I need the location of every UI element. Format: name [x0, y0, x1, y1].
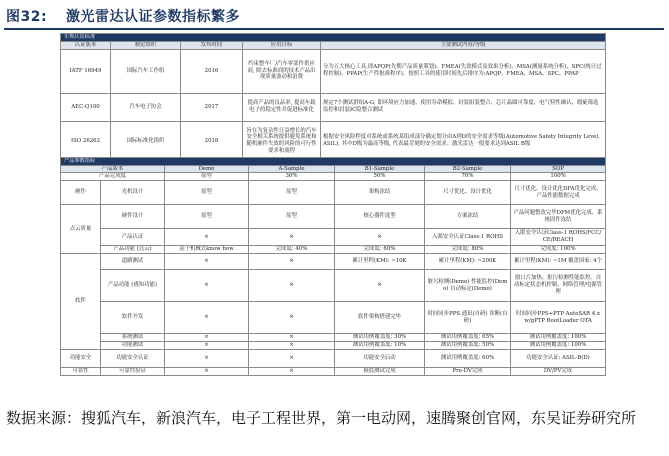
- table-row: [61, 93, 606, 121]
- header-cell: 认证版本: [61, 41, 111, 49]
- stage-header-row: [61, 165, 606, 173]
- cell: 尺寸优化、设计优化: [425, 181, 511, 205]
- cell: 测试用例覆盖度: 60%: [425, 350, 511, 368]
- table-row: [61, 342, 606, 350]
- figure-title: 激光雷达认证参数指标繁多: [66, 9, 240, 25]
- cell-content: 分为五大核心工具,即APQP(先期产品质量策划)、FMEA(失效模式及效果分析)、MSA(测量系统分析)、SPC(统计过程控制)、PPAP(生产件批准程序)。按照工具的使用时间先后排序为:APQP、FMEA、MSA、SPC、PPAP: [321, 49, 606, 93]
- cell: 测试用例覆盖度: 100%: [511, 334, 606, 342]
- cell: ×: [249, 254, 335, 270]
- row-label: 产品完成度: [61, 173, 165, 181]
- cell: 核心器件选型: [335, 205, 425, 229]
- figure-label: 图32:: [6, 9, 48, 25]
- cell-organization: 汽车电子协会: [111, 93, 181, 121]
- section-bar: [61, 34, 606, 42]
- cell: 时间同步PPS 通讯(自研) 诊断(自研): [425, 302, 511, 334]
- table-row: [61, 229, 606, 246]
- cell: ×: [335, 270, 425, 302]
- item-label: 功能安全认证: [101, 350, 165, 368]
- cell: 方案冻结: [425, 205, 511, 229]
- section-title: 产品参数指标: [61, 158, 606, 166]
- cell: 基于机械式know how: [165, 246, 249, 254]
- cell: ×: [249, 302, 335, 334]
- cell: 软件架构搭建完毕: [335, 302, 425, 334]
- certification-table: [60, 33, 606, 162]
- header-cell: B2-Sample: [425, 165, 511, 173]
- cell: ×: [249, 270, 335, 302]
- cell-standard: AEC-Q100: [61, 93, 111, 121]
- item-label: 光机设计: [101, 181, 165, 205]
- cell: 测试用例覆盖度: 100%: [511, 342, 606, 350]
- cell: 完成度: 80%: [425, 246, 511, 254]
- section-bar: [61, 158, 606, 166]
- cell-goal: 旨在为复杂性日益增长的汽车安全相关系统提供避免系统和随机硬件失效的风险的可行性要求和流程: [243, 121, 321, 161]
- title-divider: [4, 28, 664, 30]
- header-cell: 主要测试内容/等级: [321, 41, 606, 49]
- cell: 原型: [165, 173, 249, 181]
- cell: 累计里程(KM): ~10K: [335, 254, 425, 270]
- group-label: 软件: [61, 254, 101, 350]
- header-cell: A-Sample: [249, 165, 335, 173]
- cell-goal: 约束整车厂/汽车零部件供应商, 除去标准商的技术产品出现质量波动和浪费: [243, 49, 321, 93]
- cell: 原型: [249, 181, 335, 205]
- cell-organization: 国际标准化组织: [111, 121, 181, 161]
- cell: ×: [249, 229, 335, 246]
- cell: 完成度: 100%: [511, 246, 606, 254]
- table-row: [61, 254, 606, 270]
- cell: 累计里程(KM): ~1M 覆盖国家: 4个: [511, 254, 606, 270]
- item-label: 道路测试: [101, 254, 165, 270]
- table-header-row: [61, 41, 606, 49]
- cell: 时间同步PPS+PTP AutoSAR 4.x w/gPTP BootLoader OTA: [511, 302, 606, 334]
- group-label: 硬件: [61, 181, 101, 205]
- cell: 窗口片加热、脏污检测性能监控、自动标定状态机控制、网络管理/电源管理: [511, 270, 606, 302]
- cell: 100%: [511, 173, 606, 181]
- cell: 功能安全启动: [335, 350, 425, 368]
- cell: 完成度: 60%: [335, 246, 425, 254]
- cell: ×: [165, 368, 249, 376]
- header-cell: Demo: [165, 165, 249, 173]
- cell: 累计里程(KM): ~200K: [425, 254, 511, 270]
- header-cell: B1-Sample: [335, 165, 425, 173]
- group-label: 可靠性: [61, 368, 101, 376]
- cell: ×: [249, 350, 335, 368]
- item-label: 硬件设计: [101, 205, 165, 229]
- cell: 测试用例覆盖度: 65%: [425, 334, 511, 342]
- table-row: [61, 270, 606, 302]
- cell: ×: [165, 350, 249, 368]
- cell: 完成度: 40%: [249, 246, 335, 254]
- group-label: 功能安全: [61, 350, 101, 368]
- cell: 尺寸优化、设计优化DFA优化完成、产品性能数据完成: [511, 181, 606, 205]
- table-row: [61, 246, 606, 254]
- table-row: [61, 350, 606, 368]
- cell: ×: [249, 334, 335, 342]
- cell: 摸底测试完成: [335, 368, 425, 376]
- header-cell: 产品版本: [61, 165, 165, 173]
- table-row: [61, 368, 606, 376]
- table-row: [61, 121, 606, 161]
- cell: 30%: [249, 173, 335, 181]
- cell: 功能安全认证: ASIL-B(D): [511, 350, 606, 368]
- cell: 测试用例覆盖度: 30%: [335, 334, 425, 342]
- cell: ×: [335, 229, 425, 246]
- figure-header: [0, 0, 669, 32]
- table-row: [61, 302, 606, 334]
- cell-standard: ISO 26262: [61, 121, 111, 161]
- cell-content: 规定7个测试群组A-G, 即环境应力加速、使用寿命模拟、封装组装整合、芯片晶圆可靠度、电气特性确认、瑕疵筛选监控和封装IC隐整合测试: [321, 93, 606, 121]
- cell: Pre-DV完成: [425, 368, 511, 376]
- cell: DV/PV完成: [511, 368, 606, 376]
- cell: ×: [249, 368, 335, 376]
- cell-year: 2016: [181, 49, 243, 93]
- data-source-note: 数据来源：搜狐汽车，新浪汽车，电子工程世界，第一电动网，速腾聚创官网，东吴证券研究所: [6, 409, 637, 427]
- cell: ×: [165, 334, 249, 342]
- header-cell: 发布时间: [181, 41, 243, 49]
- table-row: [61, 49, 606, 93]
- group-label: 点云质量: [61, 205, 101, 254]
- cell: ×: [249, 342, 335, 350]
- cell: 测试用例覆盖度: 10%: [335, 342, 425, 350]
- header-cell: 应用目标: [243, 41, 321, 49]
- cell: 脏污检测(Demo) 性能监控(Demo) 自动标定(Demo): [425, 270, 511, 302]
- item-label: 产品认证: [101, 229, 165, 246]
- cell-content: 根据安全风险程度对系统或系统某组成部分确定划分由A到D的安全需求等级(Automotive Safety Integrity Level, ASIL), 其中D级为最高等级, 代表最苛刻的安全需求。激光雷达一般要求达到ASIL B级: [321, 121, 606, 161]
- table-row: [61, 334, 606, 342]
- cell: ×: [165, 229, 249, 246]
- cell: 50%: [335, 173, 425, 181]
- cell: ×: [165, 342, 249, 350]
- cell: 入眼安全认证Class-1 ROHS: [425, 229, 511, 246]
- cell-standard: IATF 16949: [61, 49, 111, 93]
- section-title: 车规认证标准: [61, 34, 606, 42]
- header-cell: 制定组织: [111, 41, 181, 49]
- item-label: 功能测试: [101, 342, 165, 350]
- completion-row: [61, 173, 606, 181]
- cell: ×: [165, 270, 249, 302]
- item-label: 可靠性验证: [101, 368, 165, 376]
- item-label: 产品功能 (感知功能): [101, 270, 165, 302]
- parameter-table: [60, 157, 606, 376]
- cell: 产品问题整改完毕DFM优化完成、系统固件冻结: [511, 205, 606, 229]
- cell-goal: 提高产品的良品率, 提高车载电子的稳定性并促进标准化: [243, 93, 321, 121]
- item-label: 产品功能 (点云): [101, 246, 165, 254]
- cell: ×: [165, 254, 249, 270]
- header-cell: SOP: [511, 165, 606, 173]
- cell-year: 2018: [181, 121, 243, 161]
- cell-year: 2017: [181, 93, 243, 121]
- cell: 原型: [165, 205, 249, 229]
- cell: ×: [165, 302, 249, 334]
- table-row: [61, 205, 606, 229]
- cell: 原型: [249, 205, 335, 229]
- cell: 70%: [425, 173, 511, 181]
- cell: 入眼安全认证Class-1 ROHS/FCC/CE/REACH: [511, 229, 606, 246]
- item-label: 软件开发: [101, 302, 165, 334]
- cell: 测试用例覆盖度: 50%: [425, 342, 511, 350]
- item-label: 系统测试: [101, 334, 165, 342]
- table-row: [61, 181, 606, 205]
- cell: 原型: [165, 181, 249, 205]
- cell: 架构冻结: [335, 181, 425, 205]
- cell-organization: 国际汽车工作组: [111, 49, 181, 93]
